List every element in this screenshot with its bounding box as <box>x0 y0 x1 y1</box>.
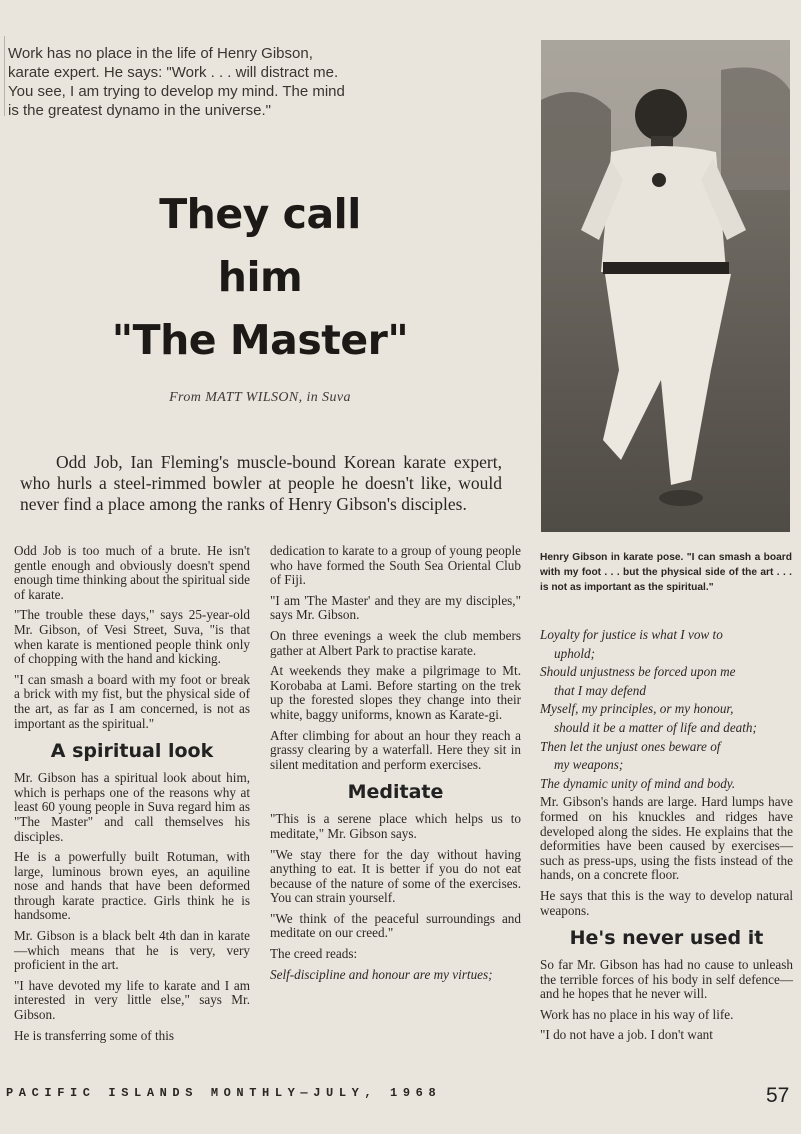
subheading: A spiritual look <box>50 740 214 763</box>
article-headline <box>60 183 460 372</box>
article-column-1 <box>14 544 250 1049</box>
paragraph: Mr. Gibson is a black belt 4th dan in karate—which means that he is very, very proficient in the art. <box>14 928 250 973</box>
article-column-3 <box>540 628 793 1049</box>
paragraph: "The trouble these days," says 25-year-old Mr. Gibson, of Vesi Street, Suva, "is that when karate is mentioned people think only of chopping with the hand and kicking. <box>14 607 250 667</box>
photo-caption <box>540 550 792 595</box>
paragraph: "I do not have a job. I don't want <box>540 1027 713 1043</box>
subheading: He's never used it <box>569 927 764 950</box>
intro-line: Work has no place in the life of Henry Gibson, <box>8 45 313 62</box>
paragraph: So far Mr. Gibson has had no cause to unleash the terrible forces of his body in self defence—and he hopes that he never will. <box>540 957 793 1002</box>
creed-line: Loyalty for justice is what I vow to <box>540 627 723 642</box>
paragraph: Mr. Gibson has a spiritual look about him, which is perhaps one of the reasons why at least 60 young people in Suva regard him as "The Master" and call themselves his disciples. <box>14 770 250 844</box>
paragraph: "We think of the peaceful surroundings and meditate on our creed." <box>270 910 521 941</box>
paragraph: On three evenings a week the club members gather at Albert Park to practise karate. <box>270 627 521 658</box>
headline-line: him <box>217 253 303 301</box>
paragraph: He is a powerfully built Rotuman, with large, luminous brown eyes, an aquiline nose and hands that have been deformed through karate practice. Girls think he is handsome. <box>14 849 250 923</box>
intro-line: You see, I am trying to develop my mind. The mind <box>8 83 345 100</box>
paragraph: Work has no place in his way of life. <box>540 1006 734 1022</box>
photo-caption-text: Henry Gibson in karate pose. "I can smash a board with my foot . . . but the physical side of the art . . . is not as important as the spiritual." <box>540 552 792 593</box>
creed-verse <box>540 628 793 791</box>
running-footer: PACIFIC ISLANDS MONTHLY—JULY, 1968 <box>6 1086 442 1100</box>
intro-line: karate expert. He says: "Work . . . will distract me. <box>8 64 339 81</box>
margin-rule <box>4 36 5 116</box>
karate-photo-illustration <box>541 40 790 532</box>
paragraph: After climbing for about an hour they reach a grassy clearing by a waterfall. Here they sit in silent meditation and perform exercises. <box>270 727 521 772</box>
creed-line: that I may defend <box>554 682 646 698</box>
intro-quote <box>8 44 388 120</box>
paragraph: "I can smash a board with my foot or break a brick with my fist, but the physical side of the art, as far as I am concerned, is not as important as the spiritual." <box>14 671 250 731</box>
paragraph: Mr. Gibson's hands are large. Hard lumps have formed on his knuckles and ridges have developed along the sides. He explains that the deformities have been caused by exercises—such as press-ups, using the fists instead of the hands, on a concrete floor. <box>540 794 793 883</box>
paragraph: "I am 'The Master' and they are my disciples," says Mr. Gibson. <box>270 592 521 623</box>
standfirst <box>20 452 502 515</box>
creed-line: The dynamic unity of mind and body. <box>540 775 736 791</box>
creed-line: Then let the unjust ones beware of <box>540 738 721 754</box>
paragraph: Odd Job is too much of a brute. He isn't gentle enough and obviously doesn't spend enough time thinking about the spiritual side of karate. <box>14 543 250 602</box>
headline-line: "The Master" <box>111 316 409 364</box>
paragraph: At weekends they make a pilgrimage to Mt. Korobaba at Lami. Before starting on the trek up the forested slopes they change into their white, baggy uniforms, known as Karate-gi. <box>270 663 521 722</box>
paragraph: He says that this is the way to develop natural weapons. <box>540 887 793 918</box>
page-number: 57 <box>766 1084 790 1107</box>
creed-line: Myself, my principles, or my honour, <box>540 701 734 717</box>
headline-line: They call <box>159 190 361 238</box>
creed-line: Self-discipline and honour are my virtues; <box>270 966 493 982</box>
paragraph: He is transferring some of this <box>14 1027 175 1043</box>
intro-line: is the greatest dynamo in the universe." <box>8 102 271 119</box>
byline: From MATT WILSON, in Suva <box>169 390 351 405</box>
paragraph: "This is a serene place which helps us to meditate," Mr. Gibson says. <box>270 811 521 841</box>
subheading: Meditate <box>347 781 444 804</box>
creed-verse <box>270 968 521 983</box>
paragraph: "We stay there for the day without having anything to eat. It is better if you do not eat because of the nature of some of the exercises. You can strain yourself. <box>270 846 521 906</box>
creed-line: Should unjustness be forced upon me <box>540 664 736 680</box>
creed-line: should it be a matter of life and death; <box>554 719 757 735</box>
paragraph: dedication to karate to a group of young people who have formed the South Sea Oriental Club of Fiji. <box>270 543 521 588</box>
article-column-2 <box>270 544 521 986</box>
creed-line: my weapons; <box>554 757 624 773</box>
paragraph: "I have devoted my life to karate and I am interested in very little else," says Mr. Gibson. <box>14 977 250 1023</box>
paragraph: The creed reads: <box>270 946 358 962</box>
creed-line: uphold; <box>554 645 596 661</box>
karate-photo <box>541 40 790 532</box>
standfirst-text: Odd Job, Ian Fleming's muscle-bound Korean karate expert, who hurls a steel-rimmed bowler at people he doesn't like, would never find a place among the ranks of Henry Gibson's disciples. <box>20 452 502 514</box>
